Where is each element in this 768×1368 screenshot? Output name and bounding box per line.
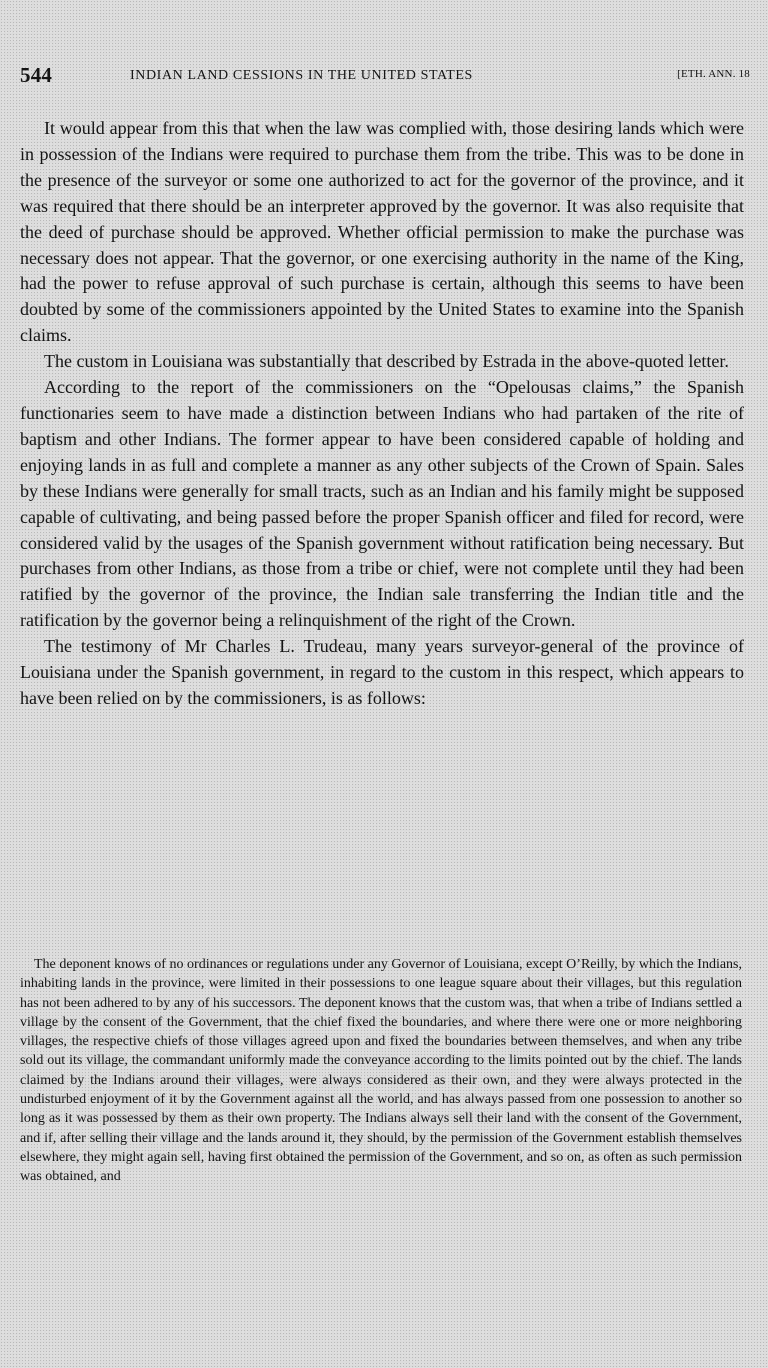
paragraph: It would appear from this that when the law was complied with, those desiring lands which were in possession of the Indians were required to purchase them from the tribe. This was to be done in the presence of the surveyor or some one authorized to act for the governor of the province, and it was required that there should be an interpreter approved by the governor. It was also requisite that the deed of purchase should be approved. Whether official permission to make the purchase was necessary does not appear. That the governor, or one exercising authority in the name of the King, had the power to refuse approval of such purchase is certain, although this seems to have been doubted by some of the commissioners appointed by the United States to examine into the Spanish claims. <box>20 118 744 346</box>
block-quotation: The deponent knows of no ordinances or regulations under any Governor of Louisiana, except O’Reilly, by which the Indians, inhabiting lands in the province, were limited in their possessions to one league square about their villages, but this regulation has not been adhered to by any of his successors. The deponent knows that the custom was, that when a tribe of Indians settled a village by the consent of the Government, that the chief fixed the boundaries, and where there were one or more neighboring villages, the respective chiefs of those villages agreed upon and fixed the boundaries between themselves, and when any tribe sold out its village, the commandant uniformly made the conveyance according to the limits pointed out by the chief. The lands claimed by the Indians around their villages, were always considered as their own, and they were always protected in the undisturbed enjoyment of it by the Government against all the world, and has always passed from one possession to another so long as it was possessed by them as their own property. The Indians always sell their land with the consent of the Government, and if, after selling their village and the lands around it, they should, by the permission of the Government establish themselves elsewhere, they might again sell, having first obtained the permission of the Government, and so on, as often as such permission was obtained, and <box>20 957 742 1185</box>
paragraph: According to the report of the commissioners on the “Opelousas claims,” the Spanish functionaries seem to have made a distinction between Indians who had partaken of the rite of baptism and other Indians. The former appear to have been considered capable of holding and enjoying lands in as full and complete a manner as any other subjects of the Crown of Spain. Sales by these Indians were generally for small tracts, such as an Indian and his family might be supposed capable of cultivating, and being passed before the proper Spanish officer and filed for record, were considered valid by the usages of the Spanish government without ratification being necessary. But purchases from other Indians, as those from a tribe or chief, were not complete until they had been ratified by the governor of the province, the Indian sale transferring the Indian title and the ratification by the governor being a relinquishment of the right of the Crown. <box>20 377 744 631</box>
running-title: INDIAN LAND CESSIONS IN THE UNITED STATES <box>130 68 473 83</box>
page-number: 544 <box>20 63 53 87</box>
paragraph: The custom in Louisiana was substantially that described by Estrada in the above-quoted letter. <box>44 351 729 372</box>
running-header <box>20 63 750 92</box>
body-text <box>20 116 744 712</box>
paragraph: The testimony of Mr Charles L. Trudeau, many years surveyor-general of the province of Louisiana under the Spanish government, in regard to the custom in this respect, which appears to have been relied on by the commissioners, is as follows: <box>20 636 744 708</box>
running-reference: [ETH. ANN. 18 <box>677 68 750 80</box>
